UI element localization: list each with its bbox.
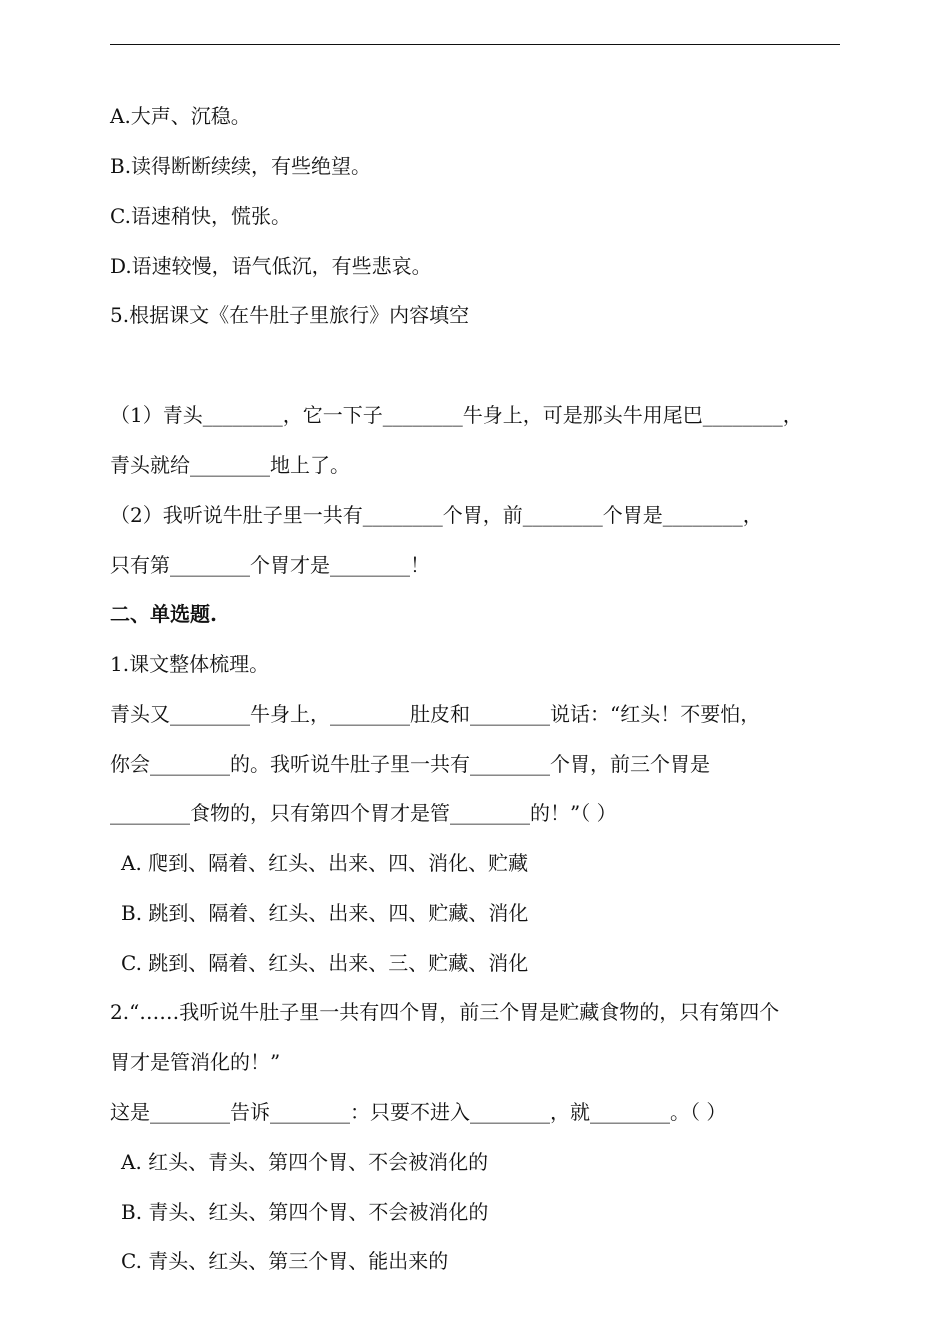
question-5-2-line-1: （2）我听说牛肚子里一共有________个胃，前________个胃是________， [110,503,763,527]
question-2-option-b: B. 青头、红头、第四个胃、不会被消化的 [121,1200,489,1224]
option-b: B.读得断断续续，有些绝望。 [110,154,372,178]
option-c: C.语速稍快，慌张。 [110,204,291,228]
question-1-title: 1.课文整体梳理。 [110,652,270,676]
question-1-line-1: 青头又________牛身上，________肚皮和________说话：“红头！不要怕， [110,702,761,726]
header-rule [110,44,840,45]
question-2-line-3: 这是________告诉________：只要不进入________，就________。（ ） [110,1100,727,1124]
question-1-option-a: A. 爬到、隔着、红头、出来、四、消化、贮藏 [121,851,529,875]
question-5-1-line-2: 青头就给________地上了。 [110,453,350,477]
question-5-title: 5.根据课文《在牛肚子里旅行》内容填空 [110,303,470,327]
option-a: A.大声、沉稳。 [110,104,251,128]
question-5-1-line-1: （1）青头________，它一下子________牛身上，可是那头牛用尾巴________， [110,403,803,427]
question-2-option-a: A. 红头、青头、第四个胃、不会被消化的 [121,1150,489,1174]
question-2-line-2: 胃才是管消化的！” [110,1050,281,1074]
question-2-option-c: C. 青头、红头、第三个胃、能出来的 [121,1249,449,1273]
question-1-line-2: 你会________的。我听说牛肚子里一共有________个胃，前三个胃是 [110,752,710,776]
option-d: D.语速较慢，语气低沉，有些悲哀。 [110,254,432,278]
question-2-line-1: 2.“……我听说牛肚子里一共有四个胃，前三个胃是贮藏食物的，只有第四个 [110,1000,780,1024]
question-1-option-b: B. 跳到、隔着、红头、出来、四、贮藏、消化 [121,901,529,925]
question-1-line-3: ________食物的，只有第四个胃才是管________的！”（ ） [110,801,617,825]
question-1-option-c: C. 跳到、隔着、红头、出来、三、贮藏、消化 [121,951,529,975]
section-heading: 二、单选题. [110,602,217,626]
question-5-2-line-2: 只有第________个胃才是________！ [110,553,430,577]
